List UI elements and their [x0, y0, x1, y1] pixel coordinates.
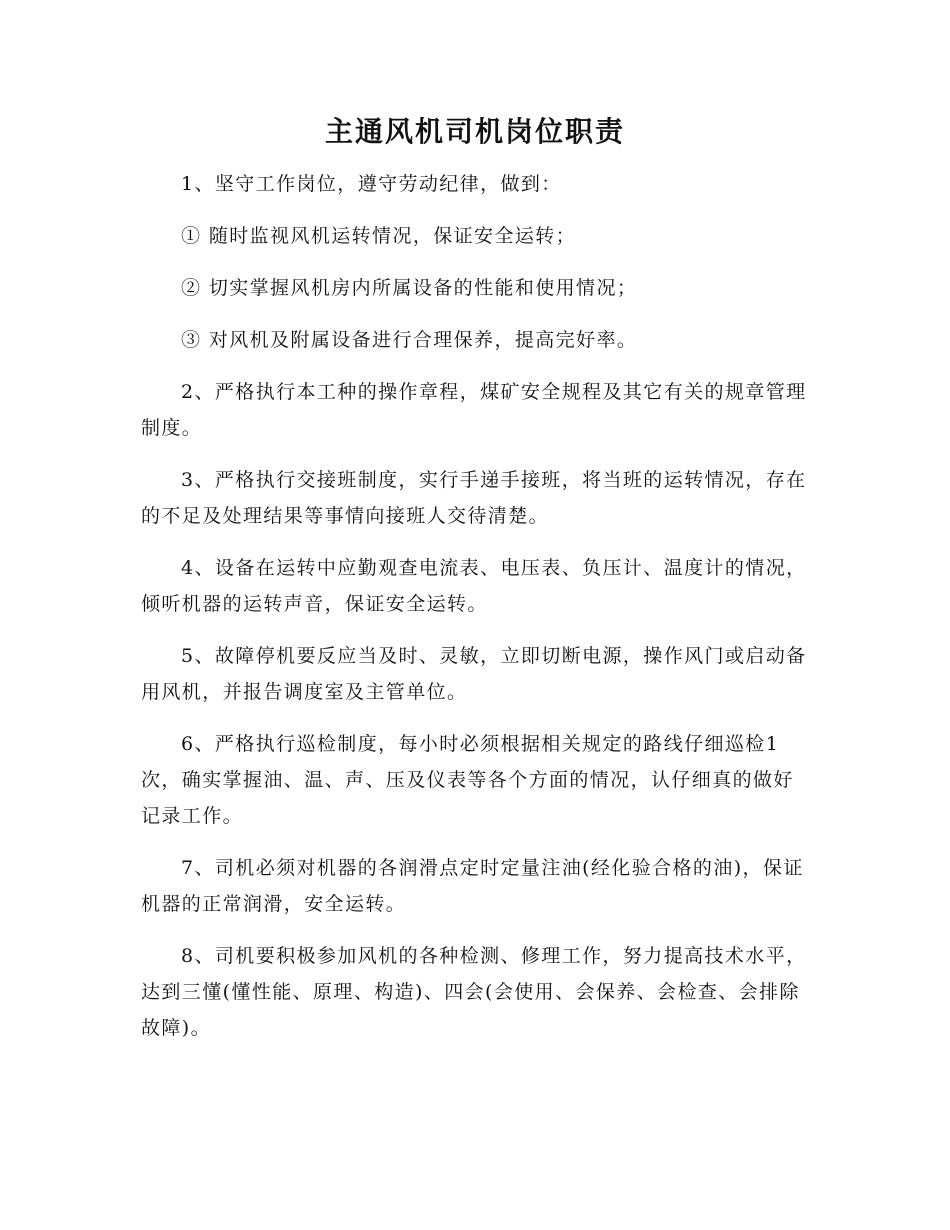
- paragraph-1-item-3: ③ 对风机及附属设备进行合理保养，提高完好率。: [181, 329, 638, 351]
- paragraph-2: 2、严格执行本工种的操作章程，煤矿安全规程及其它有关的规章管理制度。: [141, 381, 807, 439]
- paragraph-3: 3、严格执行交接班制度，实行手递手接班，将当班的运转情况，存在的不足及处理结果等事情向接班人交待清楚。: [141, 469, 807, 527]
- paragraph-1-item-2: ② 切实掌握风机房内所属设备的性能和使用情况；: [181, 277, 638, 299]
- document-title: 主通风机司机岗位职责: [324, 115, 625, 148]
- paragraph-1-item-1: ① 随时监视风机运转情况，保证安全运转；: [181, 225, 577, 247]
- paragraph-6: 6、严格执行巡检制度，每小时必须根据相关规定的路线仔细巡检1次，确实掌握油、温、声、压及仪表等各个方面的情况，认仔细真的做好记录工作。: [141, 733, 794, 827]
- paragraph-1: 1、坚守工作岗位，遵守劳动纪律，做到：: [181, 173, 562, 195]
- paragraph-5: 5、故障停机要反应当及时、灵敏，立即切断电源，操作风门或启动备用风机，并报告调度室及主管单位。: [141, 645, 807, 703]
- paragraph-4: 4、设备在运转中应勤观查电流表、电压表、负压计、温度计的情况，倾听机器的运转声音，保证安全运转。: [141, 557, 807, 615]
- paragraph-7: 7、司机必须对机器的各润滑点定时定量注油(经化验合格的油)，保证机器的正常润滑，安全运转。: [141, 857, 804, 915]
- document-body: [141, 166, 809, 1062]
- paragraph-8: 8、司机要积极参加风机的各种检测、修理工作，努力提高技术水平，达到三懂(懂性能、原理、构造)、四会(会使用、会保养、会检查、会排除故障)。: [141, 945, 807, 1039]
